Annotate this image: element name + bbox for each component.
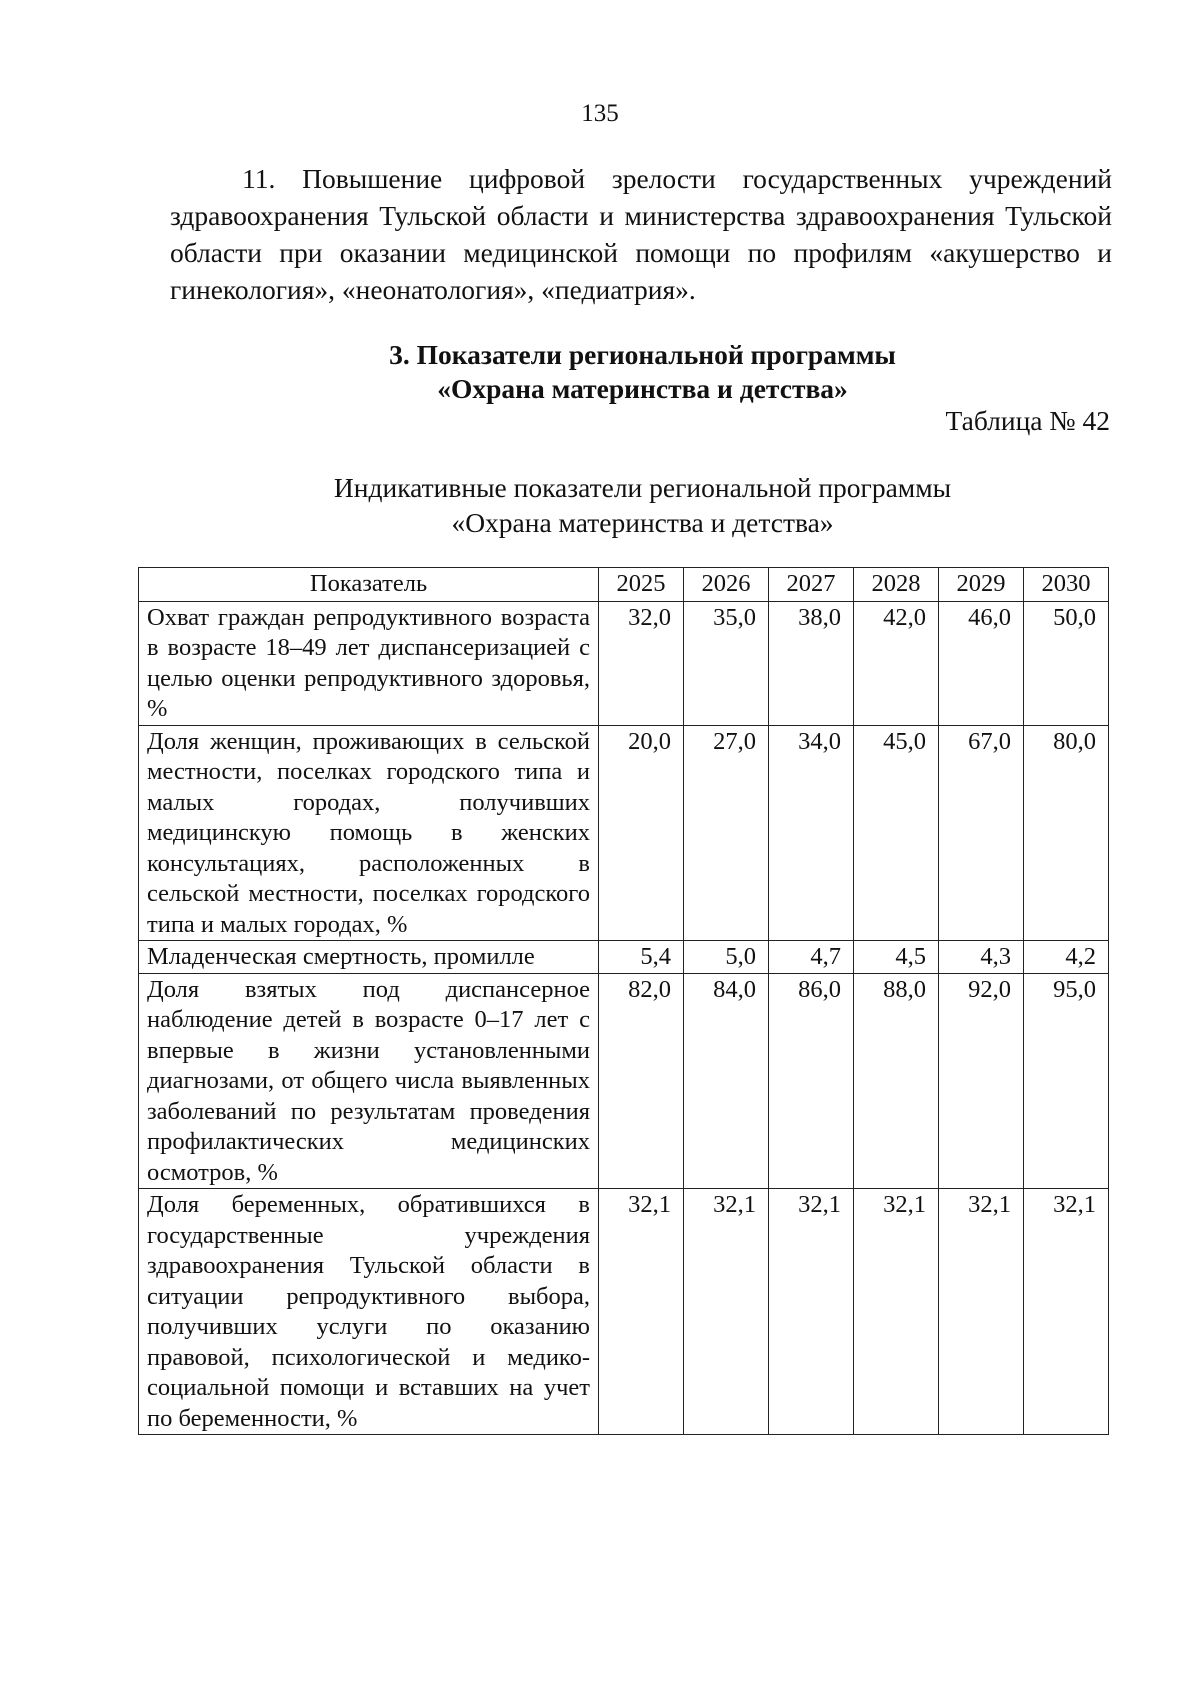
indicator-value: 4,3 — [939, 941, 1024, 974]
indicator-value: 38,0 — [769, 601, 854, 725]
indicator-value: 32,1 — [1024, 1189, 1109, 1435]
section-heading-line-2: «Охрана материнства и детства» — [437, 373, 848, 404]
indicator-value: 32,1 — [854, 1189, 939, 1435]
indicator-value: 67,0 — [939, 725, 1024, 941]
indicator-value: 32,1 — [769, 1189, 854, 1435]
intro-paragraph: 11. Повышение цифровой зрелости государственных учреждений здравоохранения Тульской области и министерства здравоохранения Тульской области при оказании медицинской помощи по профилям «акушерство и гинекология», «неонатология», «педиатрия». — [170, 163, 1112, 305]
table-title-line-2: «Охрана материнства и детства» — [451, 507, 834, 538]
column-header-indicator: Показатель — [139, 568, 599, 602]
indicator-value: 35,0 — [684, 601, 769, 725]
indicator-name: Доля женщин, проживающих в сельской местности, поселках городского типа и малых городах, получивших медицинскую помощь в женских консультациях, расположенных в сельской местности, поселках городского типа и малых городах, % — [139, 725, 599, 941]
column-header-year: 2027 — [769, 568, 854, 602]
indicator-value: 32,0 — [599, 601, 684, 725]
indicator-value: 45,0 — [854, 725, 939, 941]
table-row — [139, 1189, 1109, 1435]
indicator-value: 4,2 — [1024, 941, 1109, 974]
indicator-value: 34,0 — [769, 725, 854, 941]
indicator-value: 82,0 — [599, 973, 684, 1189]
table-number-label: Таблица № 42 — [945, 405, 1110, 436]
table-row — [139, 601, 1109, 725]
indicator-value: 5,4 — [599, 941, 684, 974]
indicator-name: Доля беременных, обратившихся в государственные учреждения здравоохранения Тульской области в ситуации репродуктивного выбора, получивших услуги по оказанию правовой, психологической и медико-социальной помощи и вставших на учет по беременности, % — [139, 1189, 599, 1435]
indicator-value: 92,0 — [939, 973, 1024, 1189]
table-title-line-1: Индикативные показатели региональной программы — [333, 472, 952, 503]
indicator-value: 84,0 — [684, 973, 769, 1189]
indicator-value: 86,0 — [769, 973, 854, 1189]
table-row — [139, 725, 1109, 941]
table-row — [139, 941, 1109, 974]
indicator-name: Доля взятых под диспансерное наблюдение детей в возрасте 0–17 лет с впервые в жизни установленными диагнозами, от общего числа выявленных заболеваний по результатам проведения профилактических медицинских осмотров, % — [139, 973, 599, 1189]
column-header-year: 2028 — [854, 568, 939, 602]
indicator-value: 4,5 — [854, 941, 939, 974]
column-header-year: 2029 — [939, 568, 1024, 602]
indicator-value: 42,0 — [854, 601, 939, 725]
indicators-table — [138, 567, 1109, 1435]
section-heading — [0, 338, 1200, 406]
indicator-value: 32,1 — [939, 1189, 1024, 1435]
indicator-value: 20,0 — [599, 725, 684, 941]
column-header-year: 2025 — [599, 568, 684, 602]
indicator-value: 50,0 — [1024, 601, 1109, 725]
indicator-value: 32,1 — [684, 1189, 769, 1435]
table-header-row — [139, 568, 1109, 602]
table-row — [139, 973, 1109, 1189]
indicator-value: 27,0 — [684, 725, 769, 941]
indicator-value: 80,0 — [1024, 725, 1109, 941]
column-header-year: 2026 — [684, 568, 769, 602]
indicator-value: 4,7 — [769, 941, 854, 974]
indicator-value: 32,1 — [599, 1189, 684, 1435]
section-heading-line-1: 3. Показатели региональной программы — [389, 339, 896, 370]
indicator-value: 95,0 — [1024, 973, 1109, 1189]
indicator-value: 46,0 — [939, 601, 1024, 725]
column-header-year: 2030 — [1024, 568, 1109, 602]
table-title — [0, 470, 1200, 540]
page-number: 135 — [581, 100, 619, 127]
indicator-value: 88,0 — [854, 973, 939, 1189]
indicator-name: Младенческая смертность, промилле — [139, 941, 599, 974]
indicator-value: 5,0 — [684, 941, 769, 974]
indicator-name: Охват граждан репродуктивного возраста в возрасте 18–49 лет диспансеризацией с целью оценки репродуктивного здоровья, % — [139, 601, 599, 725]
